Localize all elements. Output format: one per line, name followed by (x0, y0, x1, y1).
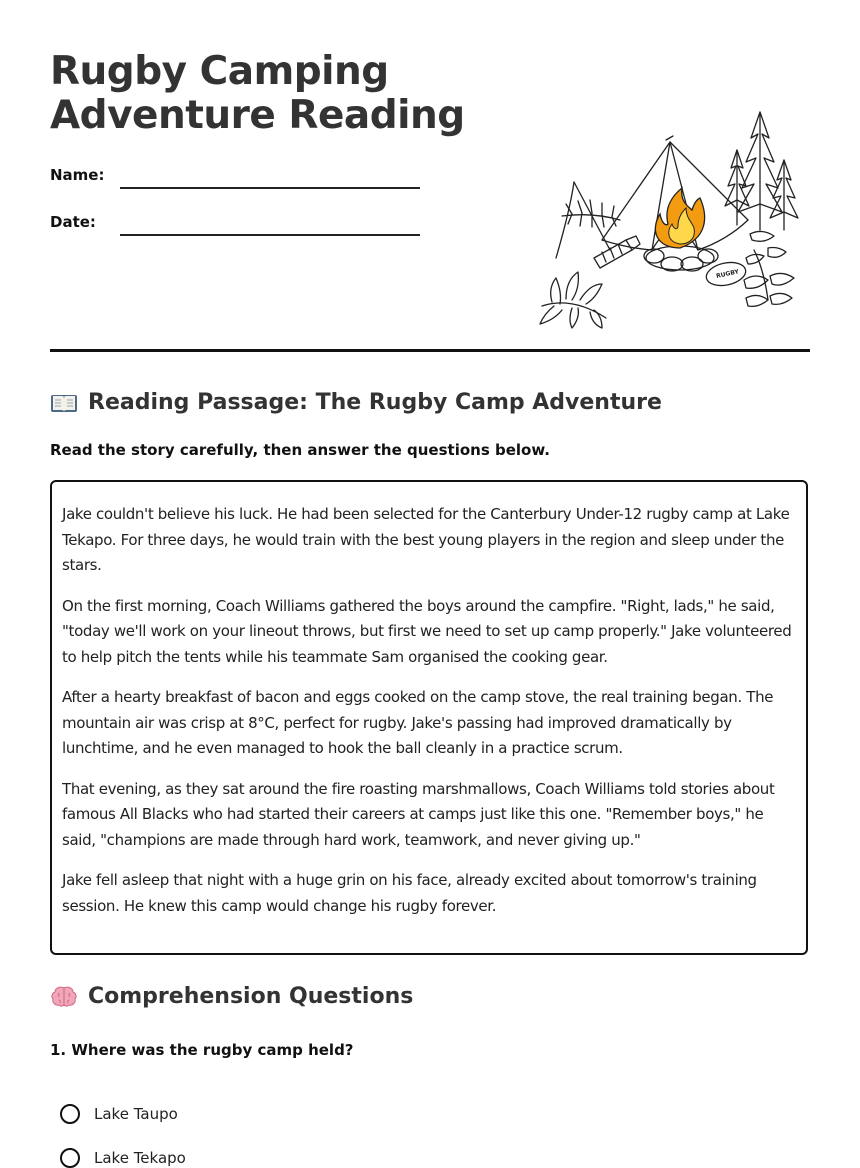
rugby-ball-text: RUGBY (715, 268, 740, 280)
passage-paragraph: After a hearty breakfast of bacon and eggs cooked on the camp stove, the real training began. The mountain air was crisp at 8°C, perfect for rugby. Jake's passing had improved dramatically by lunchtime, and he even managed to hook the ball cleanly in a practice scrum. (62, 688, 774, 757)
reading-heading (50, 390, 662, 415)
brain-icon (50, 985, 78, 1009)
passage-paragraph: That evening, as they sat around the fire roasting marshmallows, Coach Williams told stories about famous All Blacks who had started their careers at camps just like this one. "Remember boys," he said, "champions are made through hard work, teamwork, and never giving up." (62, 779, 775, 849)
passage-paragraph: On the first morning, Coach Williams gathered the boys around the campfire. "Right, lads," he said, "today we'll work on your lineout throws, but first we need to set up camp properly." Jake volunteered to help pitch the tents while his teammate Sam organised the cooking gear. (62, 596, 792, 666)
radio-button[interactable] (60, 1104, 80, 1124)
page-title: Rugby Camping Adventure Reading (50, 49, 465, 138)
name-field[interactable] (120, 187, 420, 189)
header-divider (50, 349, 810, 352)
date-field[interactable] (120, 234, 420, 236)
pine-tree (725, 112, 798, 230)
questions-heading (50, 984, 413, 1009)
fire-flame (655, 188, 704, 248)
reading-passage (50, 480, 808, 955)
passage-paragraph: Jake fell asleep that night with a huge grin on his face, already excited about tomorrow's training session. He knew this camp would change his rugby forever. (62, 871, 757, 915)
camping-illustration (532, 100, 802, 335)
answer-option-label: Lake Taupo (94, 1105, 178, 1123)
questions-heading-text: Comprehension Questions (88, 984, 414, 1009)
plant-bottom-left (540, 272, 606, 328)
book-icon (50, 391, 78, 415)
radio-button[interactable] (60, 1148, 80, 1168)
answer-option[interactable] (60, 1104, 178, 1124)
reading-heading-text: Reading Passage: The Rugby Camp Adventure (88, 390, 662, 415)
fire-pit (644, 246, 718, 271)
answer-option[interactable] (60, 1148, 186, 1168)
passage-paragraph: Jake couldn't believe his luck. He had been selected for the Canterbury Under-12 rugby camp at Lake Tekapo. For three days, he would train with the best young players in the region and sleep under the stars. (62, 505, 790, 574)
name-label: Name: (50, 166, 105, 184)
thermos (594, 236, 640, 268)
reading-instruction: Read the story carefully, then answer the questions below. (50, 441, 550, 459)
plant-bottom-right (744, 231, 794, 306)
date-label: Date: (50, 213, 96, 231)
question-1: 1. Where was the rugby camp held? (50, 1041, 354, 1059)
answer-option-label: Lake Tekapo (94, 1149, 186, 1167)
